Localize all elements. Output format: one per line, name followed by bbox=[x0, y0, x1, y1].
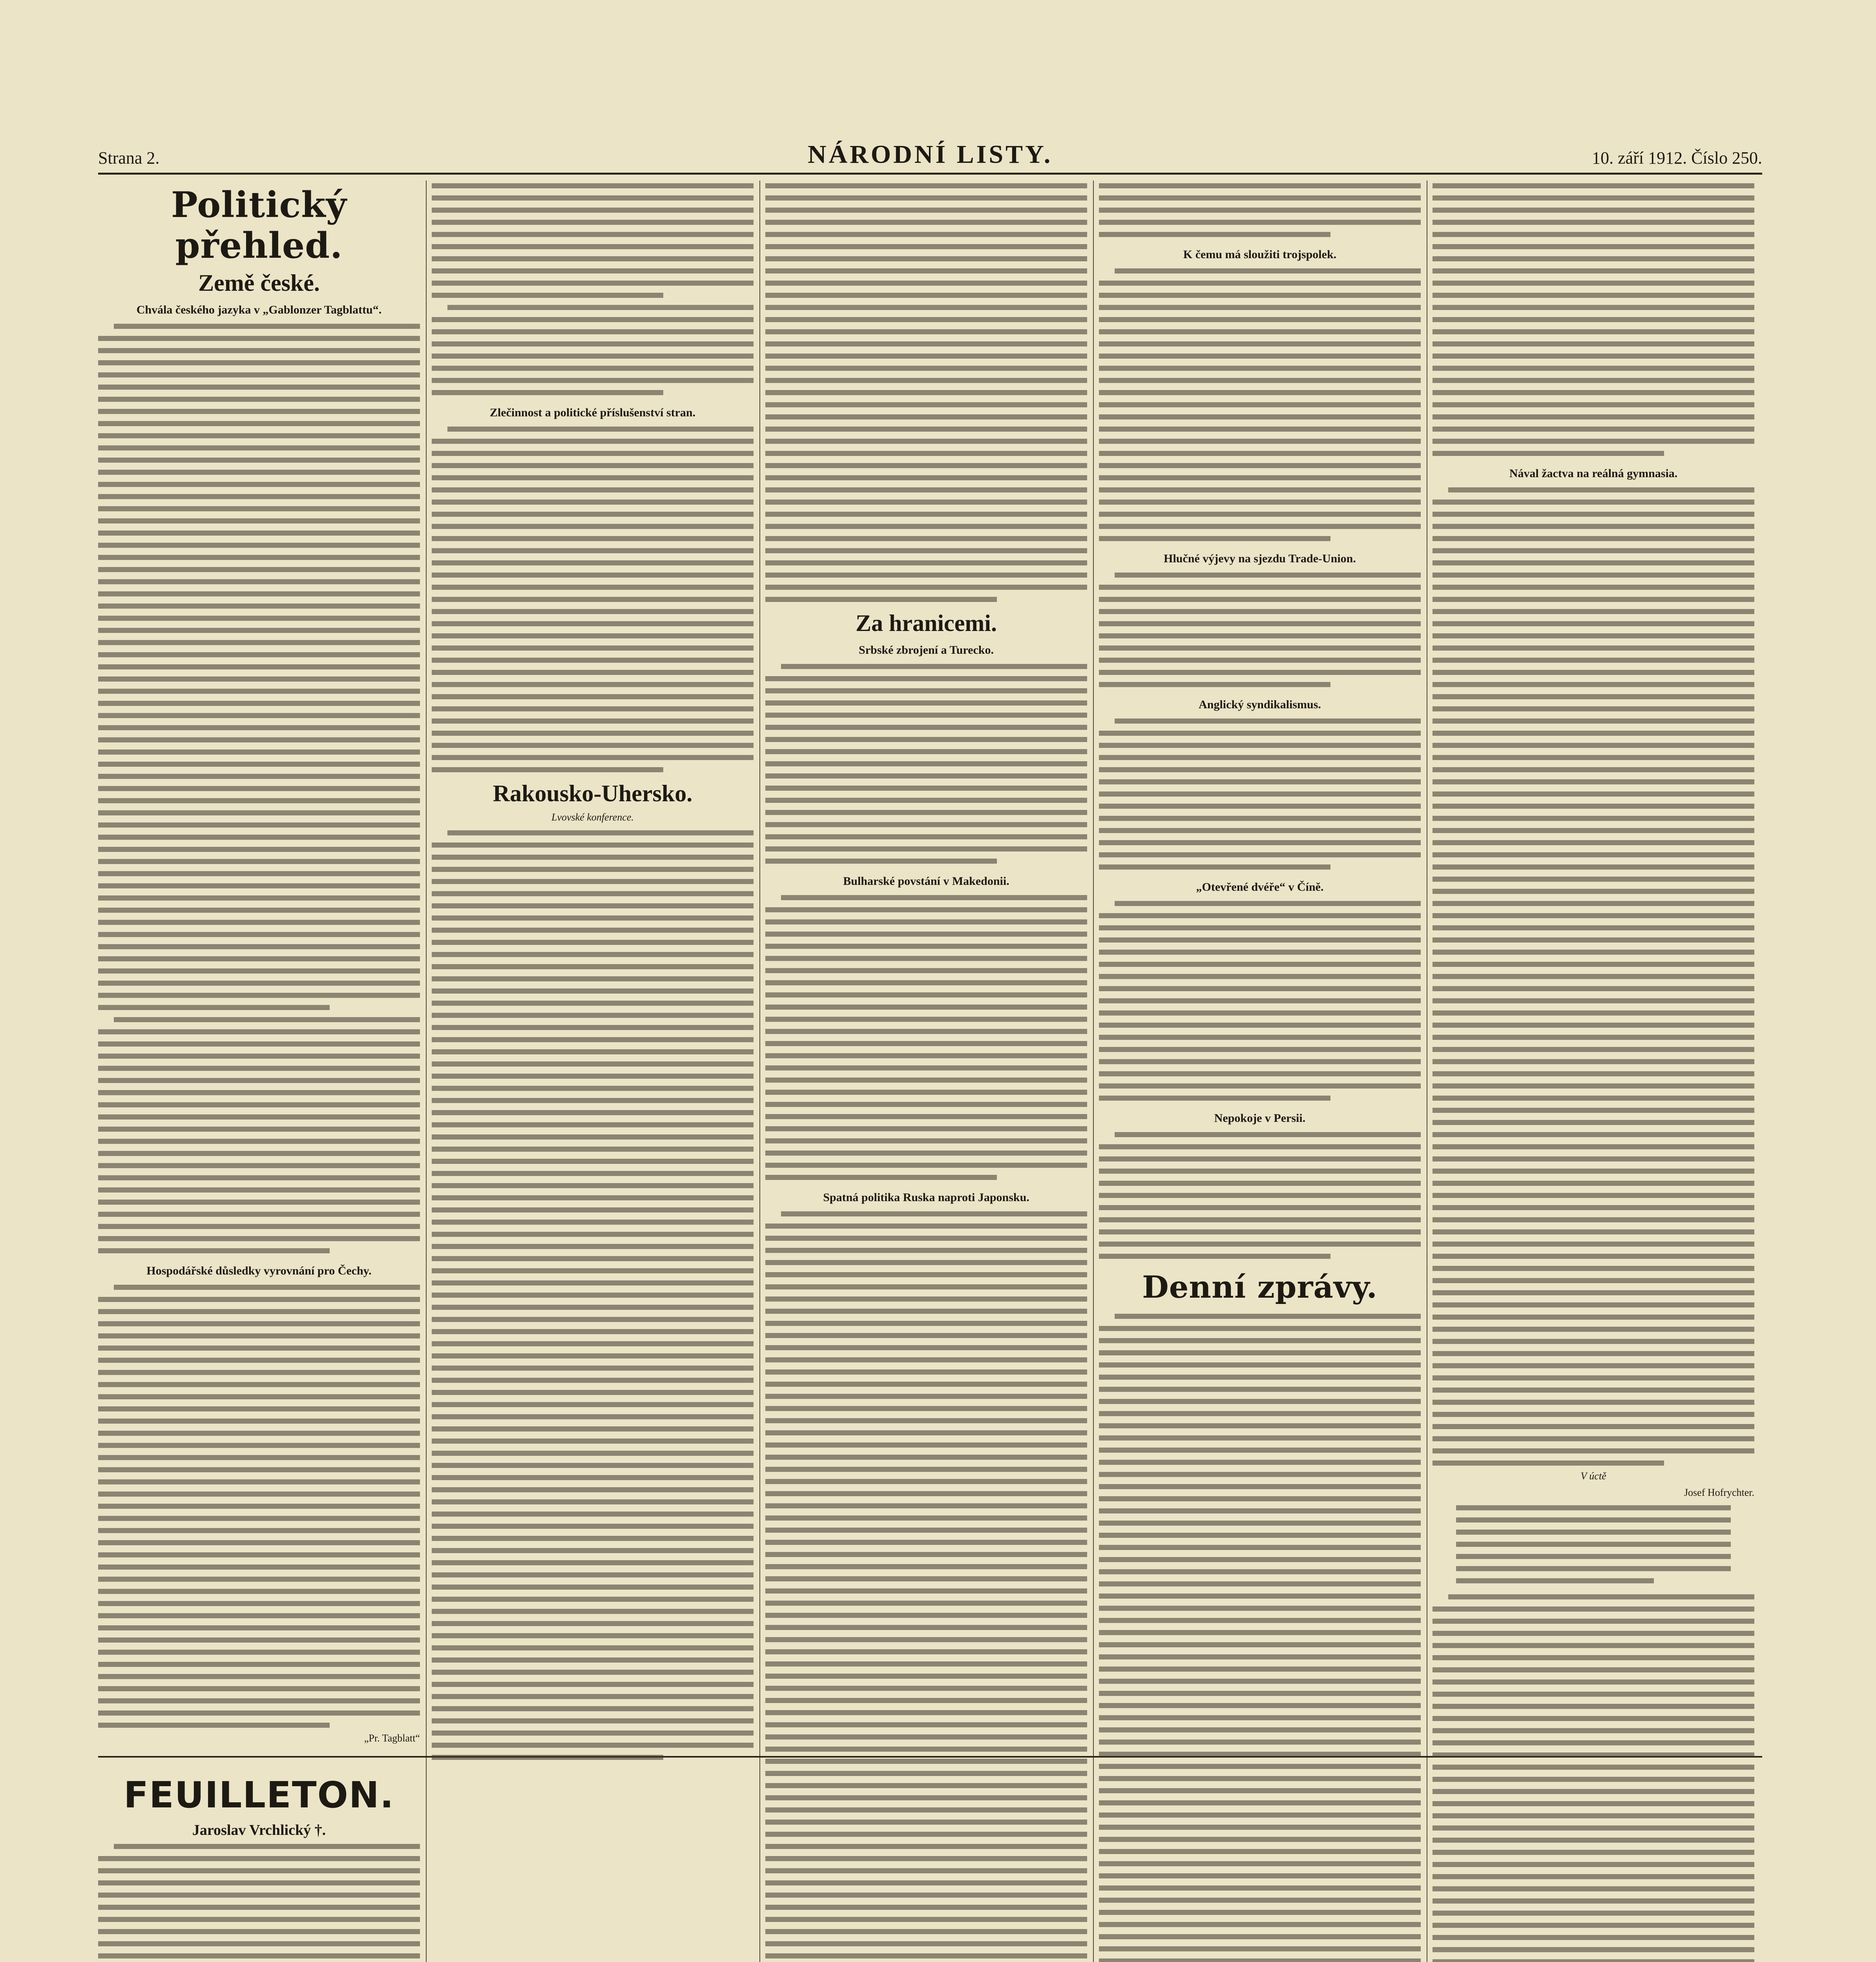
subhead: Anglický syndikalismus. bbox=[1199, 698, 1321, 711]
text-block bbox=[432, 828, 754, 1764]
text-block bbox=[98, 1282, 420, 1732]
text-block bbox=[1433, 1592, 1754, 1962]
text-block bbox=[98, 1841, 420, 1962]
page-label: Strana 2. bbox=[98, 148, 160, 168]
newspaper-title: NÁRODNÍ LISTY. bbox=[807, 140, 1053, 169]
masthead bbox=[98, 129, 1762, 175]
poem-title: V úctě bbox=[1580, 1470, 1606, 1482]
section-title: Politický přehled. bbox=[171, 184, 347, 266]
subhead: Lvovské konference. bbox=[551, 811, 634, 823]
date-issue: 10. září 1912. Číslo 250. bbox=[1592, 148, 1762, 168]
column-rule bbox=[426, 181, 427, 1962]
text-block bbox=[1099, 181, 1421, 241]
column-5 bbox=[1433, 181, 1754, 1962]
feuilleton-article-title: Jaroslav Vrchlický †. bbox=[192, 1822, 326, 1838]
feuilleton-title: FEUILLETON. bbox=[124, 1774, 394, 1816]
column-2 bbox=[432, 181, 754, 1962]
text-block bbox=[1433, 485, 1754, 1470]
sub-title: Země české. bbox=[198, 270, 320, 296]
subhead: Nepokoje v Persii. bbox=[1214, 1112, 1306, 1125]
subhead: Spatná politika Ruska naproti Japonsku. bbox=[823, 1191, 1029, 1204]
section-title: Denní zprávy. bbox=[1142, 1269, 1378, 1305]
text-block bbox=[1099, 570, 1421, 691]
column-3 bbox=[765, 181, 1087, 1962]
column-rule bbox=[1093, 181, 1094, 1962]
text-block bbox=[432, 424, 754, 777]
section-title: Rakousko-Uhersko. bbox=[493, 780, 693, 806]
text-block bbox=[1099, 716, 1421, 874]
column-rule bbox=[759, 181, 760, 1962]
article-title: Hospodářské důsledky vyrovnání pro Čechy. bbox=[146, 1264, 372, 1277]
subhead: „Otevřené dvéře“ v Číně. bbox=[1196, 881, 1324, 893]
text-block bbox=[432, 181, 754, 399]
text-block bbox=[765, 181, 1087, 606]
subhead: Bulharské povstání v Makedonii. bbox=[843, 875, 1009, 888]
subhead: Nával žactva na reálná gymnasia. bbox=[1509, 467, 1678, 480]
subhead: K čemu má sloužiti trojspolek. bbox=[1183, 248, 1337, 261]
column-1 bbox=[98, 181, 420, 1962]
signature: Josef Hofrychter. bbox=[1684, 1487, 1754, 1498]
article-title: Chvála českého jazyka v „Gablonzer Tagblattu“. bbox=[136, 303, 382, 316]
text-block bbox=[765, 1209, 1087, 1962]
text-block bbox=[1099, 266, 1421, 545]
section-title: Za hranicemi. bbox=[856, 610, 997, 636]
subhead: Srbské zbrojení a Turecko. bbox=[859, 644, 994, 656]
text-block bbox=[98, 321, 420, 1258]
text-block bbox=[1099, 1129, 1421, 1263]
text-block bbox=[1099, 898, 1421, 1105]
text-block bbox=[765, 661, 1087, 868]
text-block bbox=[765, 892, 1087, 1184]
poem-block bbox=[1456, 1502, 1731, 1588]
signature: „Pr. Tagblatt“ bbox=[364, 1732, 420, 1744]
text-block bbox=[1099, 1311, 1421, 1962]
text-block bbox=[1433, 181, 1754, 460]
subhead: Zlečinnost a politické příslušenství stran. bbox=[489, 406, 696, 419]
column-4 bbox=[1099, 181, 1421, 1962]
subhead: Hlučné výjevy na sjezdu Trade-Union. bbox=[1164, 552, 1356, 565]
